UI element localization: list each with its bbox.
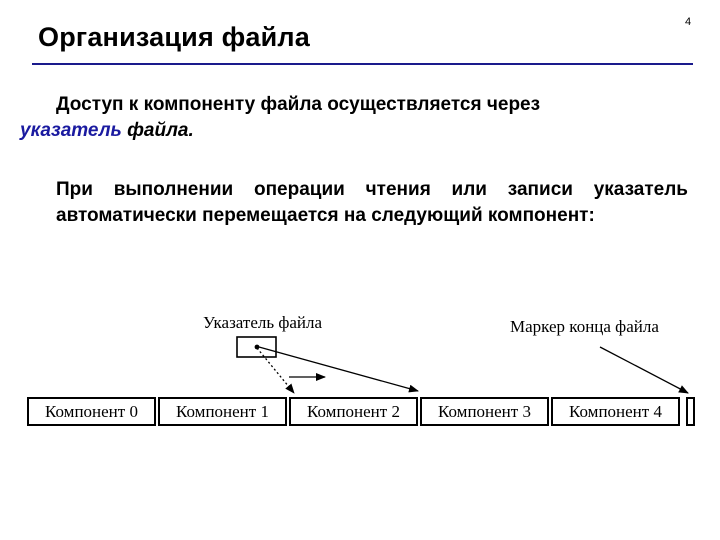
paragraph-access-line2-rest: файла.: [121, 120, 194, 141]
end-of-file-marker: [687, 398, 694, 425]
end-marker-arrow: [600, 347, 688, 393]
component-label-3: Компонент 3: [438, 402, 531, 421]
end-marker-label: Маркер конца файла: [510, 317, 659, 336]
pointer-term: указатель: [20, 120, 122, 141]
paragraph-readwrite: [20, 177, 688, 229]
paragraph-access-line1: Доступ к компоненту файла осуществляется через: [56, 94, 541, 115]
file-structure-diagram: [0, 300, 720, 440]
component-label-4: Компонент 4: [569, 402, 662, 421]
paragraph-readwrite-text: При выполнении операции чтения или записи указатель автоматически перемещается на следующий компонент:: [56, 179, 688, 226]
components-row: [28, 398, 694, 425]
slide-title: Организация файла: [38, 22, 311, 52]
component-label-2: Компонент 2: [307, 402, 400, 421]
title-rule: [32, 63, 693, 65]
paragraph-access-line2: [20, 118, 688, 144]
component-label-0: Компонент 0: [45, 402, 138, 421]
pointer-label: Указатель файла: [203, 313, 323, 332]
slide-number: 4: [685, 16, 692, 28]
pointer-to-next-arrow: [259, 347, 418, 391]
component-label-1: Компонент 1: [176, 402, 269, 421]
paragraph-access: [20, 92, 688, 144]
